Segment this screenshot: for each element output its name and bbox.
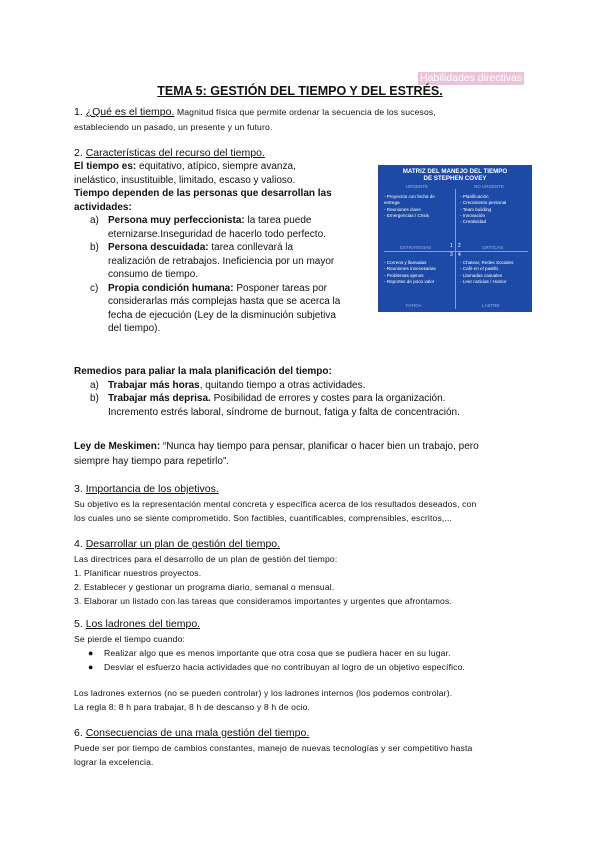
matrix-quadrant-1 <box>384 194 435 219</box>
list-item-term: Persona descuidada: <box>108 242 209 253</box>
list-item-text: realización de retrabajos. Ineficiencia por un mayor <box>108 255 335 267</box>
subject-tag: Habilidades directivas <box>420 72 523 84</box>
section-3-text-2: los cuales uno se siente comprometido. Son factibles, cuantificables, comprensibles, escritos,... <box>74 513 453 523</box>
matrix-item: - Café en el pasillo <box>460 266 499 272</box>
section-3-text: Su objetivo es la representación mental concreta y específica acerca de los resultados deseados, con <box>74 499 477 509</box>
section-5-number: 5. <box>74 618 86 630</box>
list-item <box>74 646 544 660</box>
section-5-paragraph-2: La regla 8: 8 h para trabajar, 8 h de descanso y 8 h de ocio. <box>74 702 311 712</box>
list-item-text: la tarea puede <box>244 215 312 226</box>
list-item-text: eternizarse.Inseguridad de hacerlo todo perfecto. <box>108 228 326 240</box>
matrix-quadrant-label: ESTRATEGIAS <box>400 245 432 250</box>
list-item-label: a) <box>90 379 99 391</box>
matrix-item: - Reuniones clave <box>384 206 421 212</box>
list-item: 1. Planificar nuestros proyectos. <box>74 568 202 578</box>
section-4-intro: Las directrices para el desarrollo de un plan de gestión del tiempo: <box>74 554 338 564</box>
matrix-item: - Leer noticias / Humor <box>460 278 507 284</box>
matrix-item: - Reuniones innecesarias <box>384 266 436 272</box>
matrix-title-line-1: MATRIZ DEL MANEJO DEL TIEMPO <box>402 168 508 175</box>
ley-label: Ley de Meskimen: <box>74 441 161 452</box>
section-1-text-2: estableciendo un pasado, un presente y un futuro. <box>74 122 273 132</box>
remedios-heading: Remedios para paliar la mala planificación del tiempo: <box>74 366 332 377</box>
list-item <box>74 392 544 419</box>
matrix-item: - Proyectos con fecha de <box>384 194 435 199</box>
list-item-text: Desviar el esfuerzo hacia actividades que no contribuyan al logro de un objetivo específico. <box>104 662 466 672</box>
matrix-col-urgent: URGENTE <box>406 184 429 189</box>
section-3-heading: Importancia de los objetivos. <box>85 483 219 495</box>
matrix-quadrant-label: LASTRE <box>482 303 500 308</box>
section-3 <box>74 480 544 525</box>
matrix-title <box>378 168 532 182</box>
matrix-vertical-divider <box>455 189 456 309</box>
matrix-item: - Chatear, Redes Sociales <box>460 260 514 265</box>
matrix-item: - Team building <box>460 206 492 212</box>
list-item-term: Persona muy perfeccionista: <box>108 215 245 226</box>
matrix-quadrant-number: 3 <box>450 252 453 258</box>
list-item-text: considerarlas más complejas hasta que se acerca la <box>108 296 341 307</box>
section-4-number: 4. <box>74 538 86 550</box>
matrix-quadrant-number: 1 <box>450 243 453 249</box>
list-item-label: b) <box>90 242 99 253</box>
list-item-term: Propia condición humana: <box>108 282 234 294</box>
list-item <box>74 241 374 282</box>
matrix-quadrant-2 <box>460 194 506 225</box>
list-item-text: tarea conllevará la <box>208 242 294 253</box>
list-item-text: Posponer tareas por <box>233 282 327 294</box>
matrix-quadrant-4 <box>460 260 513 285</box>
matrix-title-line-2: DE STEPHEN COVEY <box>423 175 487 182</box>
matrix-quadrant-number: 2 <box>458 243 461 249</box>
section-5-heading: Los ladrones del tiempo. <box>85 618 201 630</box>
matrix-quadrant-3 <box>384 260 436 285</box>
list-item-label: b) <box>90 393 99 404</box>
matrix-item: - Emergencias / Crisis <box>384 212 429 218</box>
list-item-text: Incremento estrés laboral, síndrome de burnout, fatiga y falta de concentración. <box>108 406 460 418</box>
section-1-text: Magnitud física que permite ordenar la secuencia de los sucesos, <box>174 107 436 117</box>
list-item-text: , quitando tiempo a otras actividades. <box>199 379 366 391</box>
section-6-text: Puede ser por tiempo de cambios constantes, manejo de nuevas tecnologías y ser competitivo hasta <box>74 743 473 753</box>
remedios-section <box>74 365 544 419</box>
matrix-horizontal-divider <box>384 251 528 252</box>
list-item-text: fecha de ejecución (Ley de la disminución subjetiva <box>108 309 336 321</box>
list-item: 2. Establecer y gestionar un programa diario, semanal o mensual. <box>74 582 335 592</box>
matrix-item: - Planificación <box>460 194 489 199</box>
section-5 <box>74 615 544 714</box>
list-item-text: Realizar algo que es menos importante que otra cosa que se pudiera hacer en su lugar. <box>104 648 451 658</box>
bullet-icon: ● <box>88 648 94 658</box>
matrix-item: - Crecimiento personal <box>460 200 507 206</box>
section-4-heading: Desarrollar un plan de gestión del tiempo. <box>85 538 281 550</box>
ley-text: “Nunca hay tiempo para pensar, planificar o hacer bien un trabajo, pero <box>160 441 479 452</box>
bullet-icon: ● <box>88 662 94 672</box>
list-item <box>74 379 544 393</box>
matrix-quadrant-label: CRÍTICAS <box>482 245 504 250</box>
section-2-number: 2. <box>74 147 86 159</box>
list-item-term: Trabajar más deprisa. <box>108 393 211 404</box>
section-5-intro: Se pierde el tiempo cuando: <box>74 634 186 644</box>
section-1 <box>74 103 544 134</box>
matrix-quadrant-label: FATIGA <box>406 303 422 308</box>
section-6-number: 6. <box>74 727 86 739</box>
matrix-item: - Reportes de poco valor <box>384 278 435 284</box>
tiempo-es-label: El tiempo es: <box>74 161 137 172</box>
tiempo-es-text-2: inelástico, insustituible, limitado, escaso y valioso. <box>74 174 296 186</box>
section-3-number: 3. <box>74 483 86 495</box>
section-6 <box>74 724 544 769</box>
section-6-heading: Consecuencias de una mala gestión del tiempo. <box>85 727 310 739</box>
list-item-text: del tiempo). <box>108 323 161 334</box>
section-4 <box>74 535 544 608</box>
section-2 <box>74 145 374 336</box>
list-item-text: Posibilidad de errores y costes para la organización. <box>210 393 446 404</box>
ley-meskimen <box>74 440 544 469</box>
section-1-heading: ¿Qué es el tiempo. <box>85 106 175 118</box>
matrix-item: - Llamadas casuales <box>460 272 503 278</box>
list-item-label: c) <box>90 282 99 294</box>
list-item: 3. Elaborar un listado con las tareas que consideramos importantes y urgentes que afrontamos. <box>74 596 452 606</box>
ley-text-2: siempre hay tiempo para repetirlo”. <box>74 455 230 467</box>
matrix-item: - Problemas ajenos <box>384 272 424 278</box>
covey-matrix-image <box>378 165 532 312</box>
section-6-text-2: lograr la excelencia. <box>74 757 154 767</box>
matrix-item: entrega <box>384 200 400 206</box>
tiempo-depende-line-2: actividades: <box>74 201 132 213</box>
matrix-col-not-urgent: NO URGENTE <box>474 184 505 189</box>
list-item <box>74 214 374 241</box>
matrix-quadrant-number: 4 <box>458 252 461 258</box>
matrix-item: - Creatividad <box>460 219 487 225</box>
page-title: TEMA 5: GESTIÓN DEL TIEMPO Y DEL ESTRÉS. <box>157 84 443 98</box>
matrix-item: - Correos y llamadas <box>384 260 427 265</box>
section-2-heading: Características del recurso del tiempo. <box>85 147 265 159</box>
section-1-number: 1. <box>74 106 86 118</box>
list-item-label: a) <box>90 215 99 226</box>
list-item-text: consumo de tiempo. <box>108 269 199 280</box>
tiempo-depende-line-1: Tiempo dependen de las personas que desarrollan las <box>74 188 332 199</box>
tiempo-es-text: equitativo, atípico, siempre avanza, <box>136 161 296 172</box>
matrix-item: - Innovación <box>460 212 486 218</box>
list-item-term: Trabajar más horas <box>108 379 200 391</box>
list-item <box>74 660 544 674</box>
section-5-paragraph: Los ladrones externos (no se pueden controlar) y los ladrones internos (los podemos controlar). <box>74 688 453 698</box>
list-item <box>74 282 374 336</box>
